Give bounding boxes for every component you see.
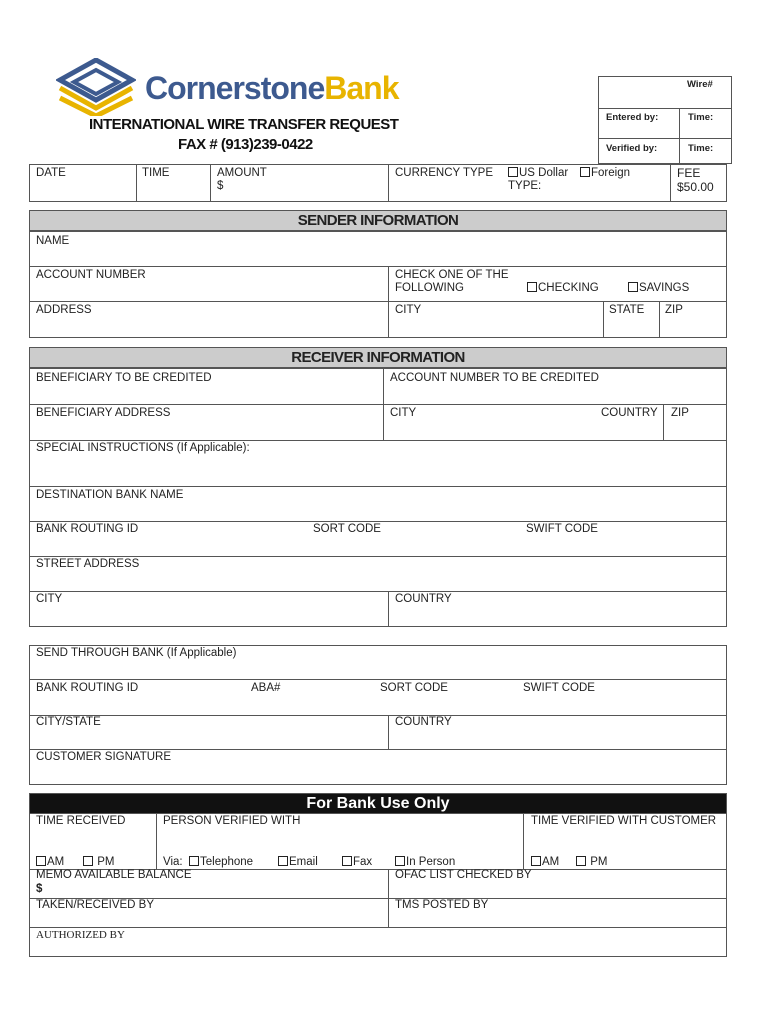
fax-checkbox[interactable] [342,856,352,866]
street-address-field[interactable]: STREET ADDRESS [36,558,140,570]
through-sort-field[interactable]: SORT CODE [380,682,448,694]
memo-balance-field[interactable]: MEMO AVAILABLE BALANCE [36,869,192,881]
us-dollar-checkbox[interactable] [508,167,518,177]
time-received-field[interactable]: TIME RECEIVED [36,815,126,827]
check-one-label-1: CHECK ONE OF THE [395,269,509,281]
through-routing-field[interactable]: BANK ROUTING ID [36,682,139,694]
am-checkbox[interactable] [36,856,46,866]
via-label: Via: [163,856,183,868]
fee-value: $50.00 [677,180,714,194]
currency-type-label: CURRENCY TYPE [395,167,493,179]
in-person-checkbox[interactable] [395,856,405,866]
office-use-box [598,76,732,164]
am-option[interactable]: AM [36,856,64,869]
type-label: TYPE: [508,180,542,192]
logo-mark-icon [56,58,136,116]
check-one-label-2: FOLLOWING [395,282,465,294]
savings-checkbox[interactable] [628,282,638,292]
through-swift-field[interactable]: SWIFT CODE [523,682,595,694]
logo-name-bank: Bank [324,70,399,106]
beneficiary-field[interactable]: BENEFICIARY TO BE CREDITED [36,372,212,384]
amount-field[interactable]: AMOUNT [217,167,267,179]
time-field[interactable]: TIME [142,167,170,179]
am2-checkbox[interactable] [531,856,541,866]
pm-option[interactable]: PM [83,856,114,869]
authorized-by-field[interactable]: AUTHORIZED BY [36,929,125,941]
sender-account-number-field[interactable]: ACCOUNT NUMBER [36,269,146,281]
receiver-country-field[interactable]: COUNTRY [601,407,658,419]
sender-state-field[interactable]: STATE [609,304,645,316]
date-field[interactable]: DATE [36,167,66,179]
foreign-checkbox[interactable] [580,167,590,177]
beneficiary-address-field[interactable]: BENEFICIARY ADDRESS [36,407,171,419]
tms-posted-field[interactable]: TMS POSTED BY [395,899,489,911]
city-state-field[interactable]: CITY/STATE [36,716,101,728]
checking-checkbox[interactable] [527,282,537,292]
memo-dollar-sign: $ [36,883,43,895]
bank-use-header: For Bank Use Only [29,793,727,814]
fax-option[interactable]: Fax [342,856,372,869]
pm2-checkbox[interactable] [576,856,586,866]
foreign-option[interactable]: Foreign [580,167,630,180]
pm2-option[interactable]: PM [576,856,607,869]
email-checkbox[interactable] [278,856,288,866]
destination-bank-field[interactable]: DESTINATION BANK NAME [36,489,184,501]
taken-received-field[interactable]: TAKEN/RECEIVED BY [36,899,155,911]
entered-by-label: Entered by: [606,112,659,123]
telephone-checkbox[interactable] [189,856,199,866]
swift-code-field[interactable]: SWIFT CODE [526,523,598,535]
customer-signature-field[interactable]: CUSTOMER SIGNATURE [36,751,172,763]
send-through-field[interactable]: SEND THROUGH BANK (If Applicable) [36,647,237,659]
fee-label: FEE [677,166,701,180]
bank-use-section [29,813,727,957]
receiver-account-field[interactable]: ACCOUNT NUMBER TO BE CREDITED [390,372,599,384]
special-instructions-field[interactable]: SPECIAL INSTRUCTIONS (If Applicable): [36,442,250,454]
amount-dollar-sign: $ [217,180,224,192]
savings-option[interactable]: SAVINGS [628,282,689,295]
through-country-field[interactable]: COUNTRY [395,716,452,728]
dest-country-field[interactable]: COUNTRY [395,593,452,605]
time-label-1: Time: [688,112,714,123]
sender-information-header: SENDER INFORMATION [29,210,727,231]
ofac-field[interactable]: OFAC LIST CHECKED BY [395,869,532,881]
dest-city-field[interactable]: CITY [36,593,63,605]
pm-checkbox[interactable] [83,856,93,866]
aba-field[interactable]: ABA# [251,682,281,694]
time-verified-field[interactable]: TIME VERIFIED WITH CUSTOMER [531,815,717,827]
am2-option[interactable]: AM [531,856,559,869]
bank-routing-field[interactable]: BANK ROUTING ID [36,523,139,535]
telephone-option[interactable]: Telephone [189,856,253,869]
us-dollar-option[interactable]: US Dollar [508,167,568,180]
time-label-2: Time: [688,143,714,154]
in-person-option[interactable]: In Person [395,856,455,869]
wire-number-label: Wire# [687,79,713,90]
sender-section [29,231,727,338]
verified-by-label: Verified by: [606,143,658,154]
form-title: INTERNATIONAL WIRE TRANSFER REQUEST [89,116,399,133]
receiver-zip-field[interactable]: ZIP [671,407,689,419]
receiver-information-header: RECEIVER INFORMATION [29,347,727,368]
sender-name-field[interactable]: NAME [36,235,70,247]
email-option[interactable]: Email [278,856,318,869]
sender-zip-field[interactable]: ZIP [665,304,683,316]
checking-option[interactable]: CHECKING [527,282,599,295]
sender-city-field[interactable]: CITY [395,304,422,316]
fax-number: FAX # (913)239-0422 [178,136,313,153]
bank-logo [56,58,456,118]
receiver-city-field[interactable]: CITY [390,407,417,419]
person-verified-field[interactable]: PERSON VERIFIED WITH [163,815,301,827]
logo-name-cornerstone: Cornerstone [145,70,325,106]
sort-code-field[interactable]: SORT CODE [313,523,381,535]
sender-address-field[interactable]: ADDRESS [36,304,92,316]
